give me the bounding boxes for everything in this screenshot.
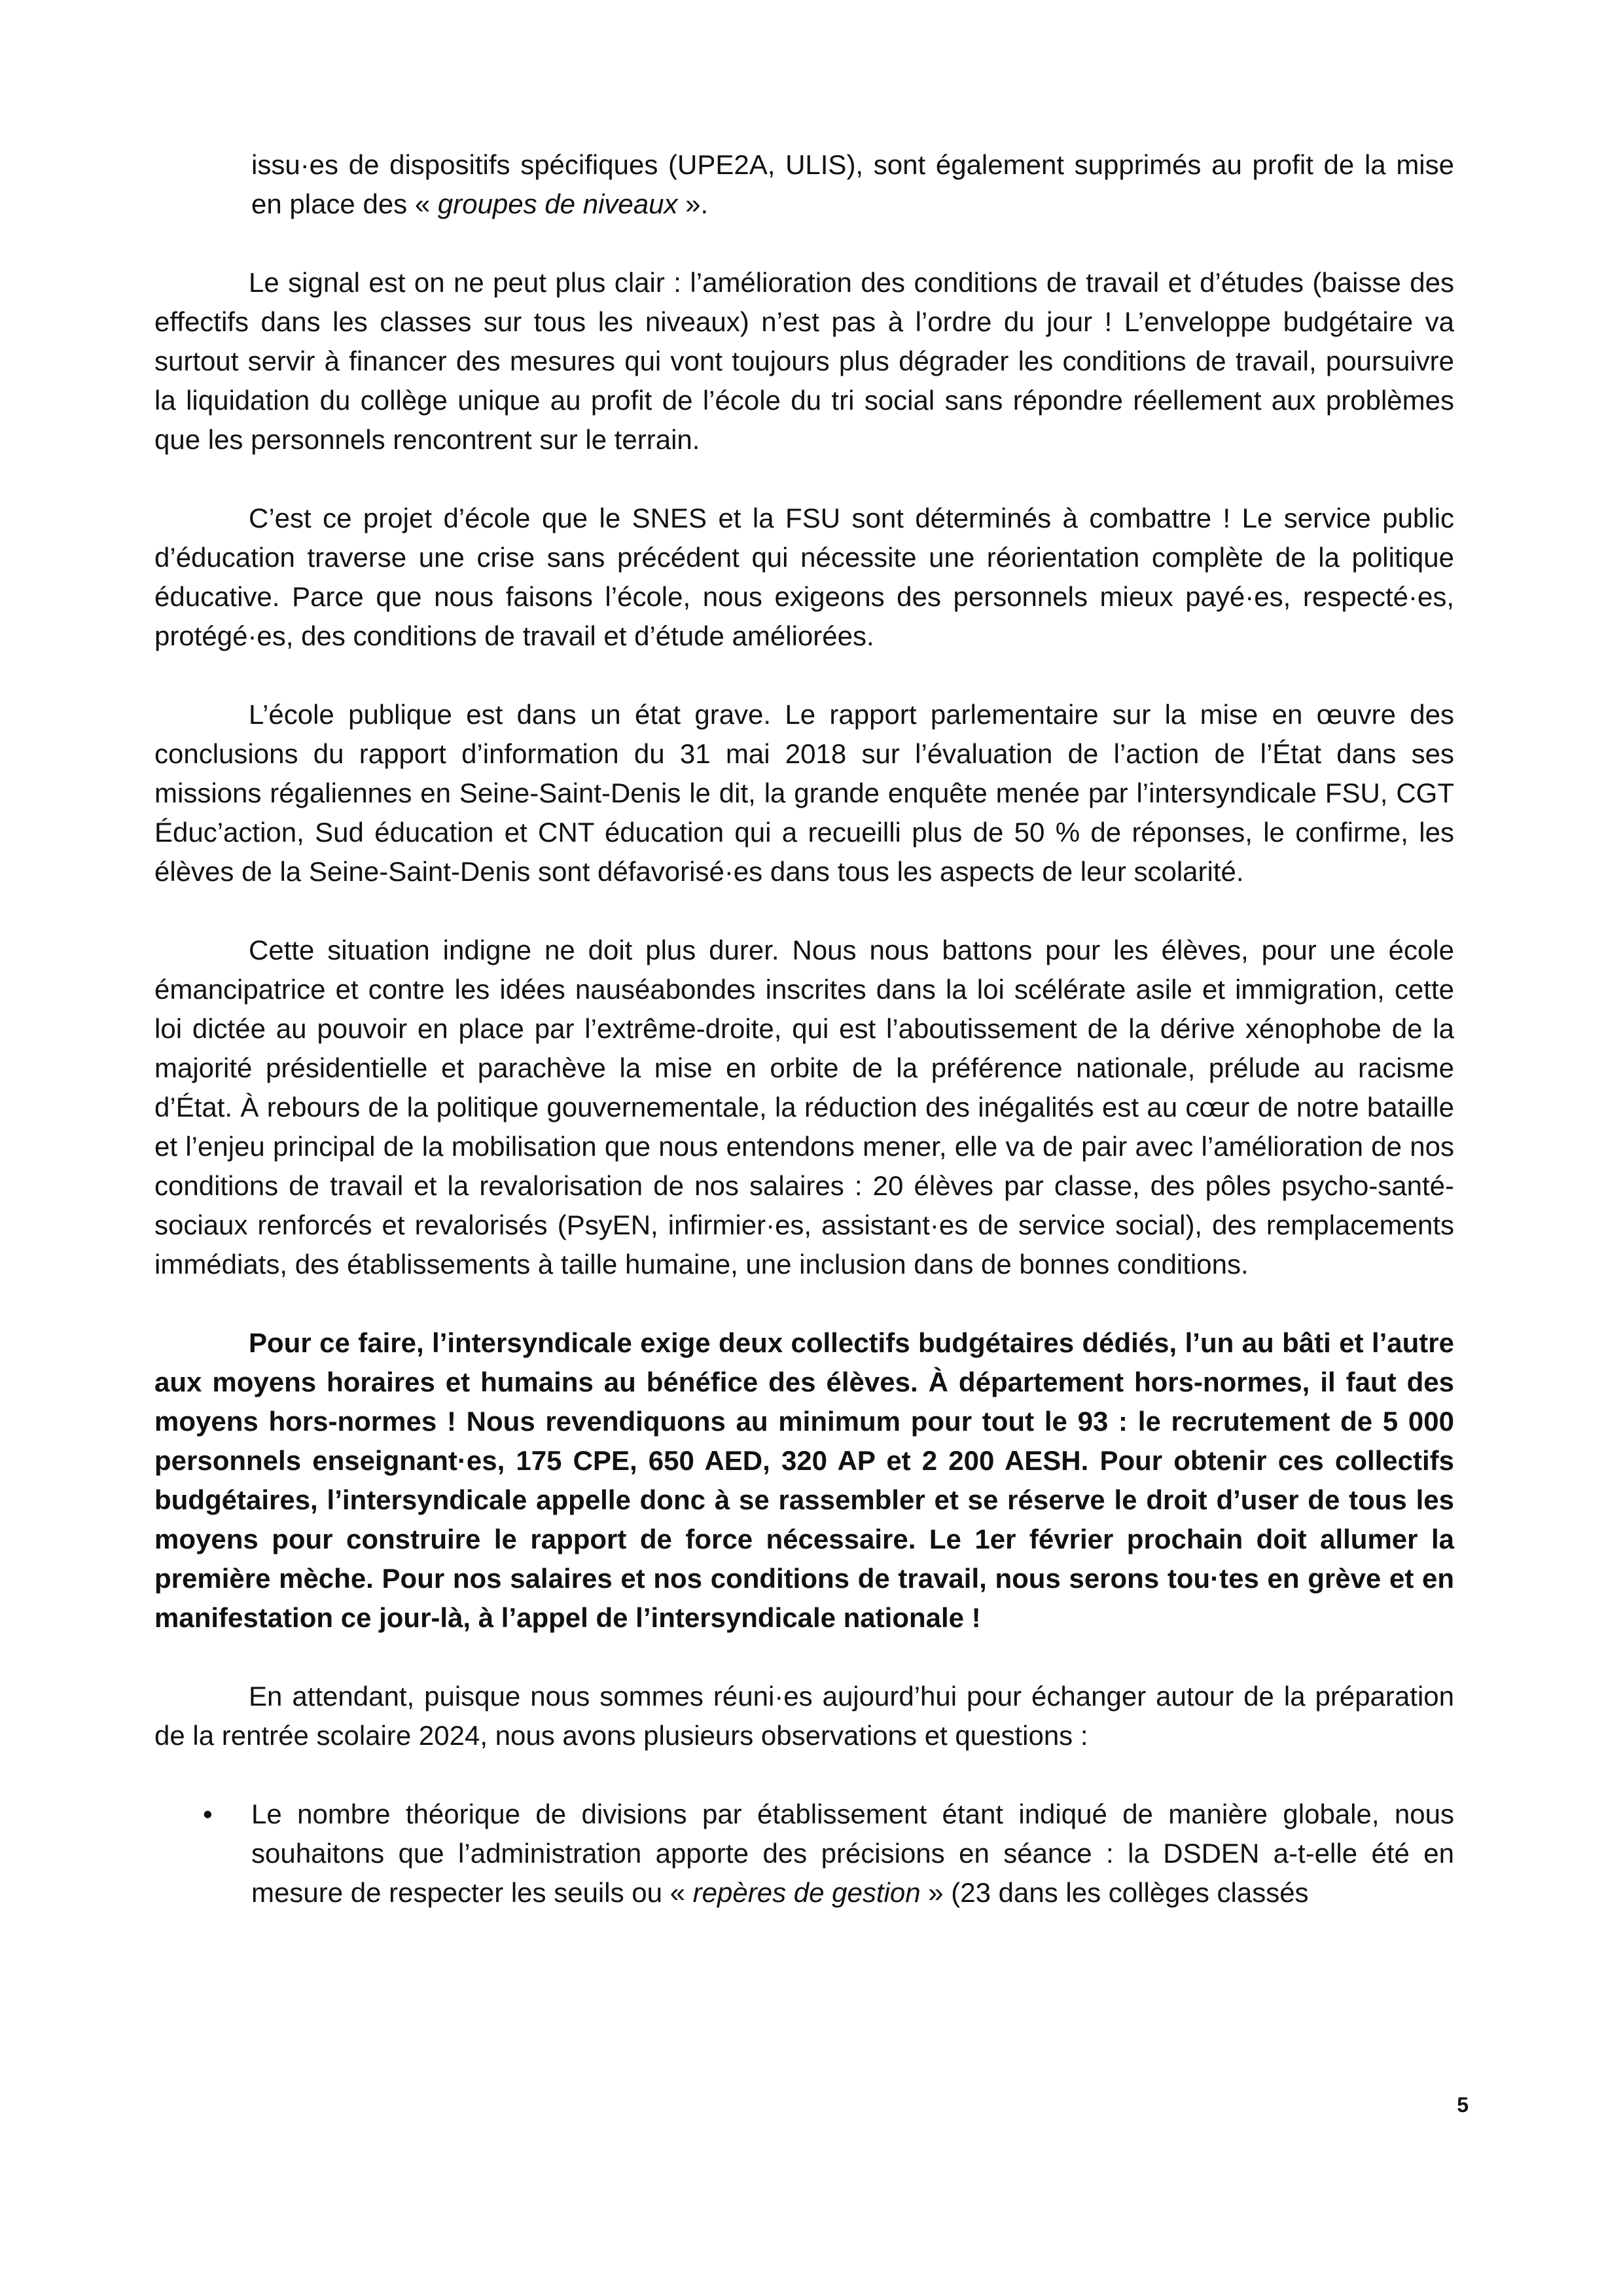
bullet-icon: • [203, 1799, 213, 1829]
text-segment: Le nombre théorique de divisions par établissement étant indiqué de manière globale, nous souhaitons que l’administration apporte des précisions en séance : la DSDEN a-t-elle été en mesure de respecter les seuils ou « [251, 1799, 1454, 1908]
text-segment: ». [677, 188, 709, 219]
italic-term: repères de gestion [692, 1877, 921, 1908]
paragraph-en-attendant: En attendant, puisque nous sommes réuni·es aujourd’hui pour échanger autour de la préparation de la rentrée scolaire 2024, nous avons plusieurs observations et questions : [154, 1681, 1454, 1751]
list-item [154, 1795, 1454, 1912]
document-body [154, 145, 1454, 1912]
paragraph-revendications: Pour ce faire, l’intersyndicale exige deux collectifs budgétaires dédiés, l’un au bâti et l’autre aux moyens horaires et humains au bénéfice des élèves. À département hors-normes, il faut des moyens hors-normes ! Nous revendiquons au minimum pour tout le 93 : le recrutement de 5 000 personnels enseignant·es, 175 CPE, 650 AED, 320 AP et 2 200 AESH. Pour obtenir ces collectifs budgétaires, l’intersyndicale appelle donc à se rassembler et se réserve le droit d’user de tous les moyens pour construire le rapport de force nécessaire. Le 1er février prochain doit allumer la première mèche. Pour nos salaires et nos conditions de travail, nous serons tou·tes en grève et en manifestation ce jour-là, à l’appel de l’intersyndicale nationale ! [154, 1327, 1454, 1633]
paragraph-etat-grave: L’école publique est dans un état grave. Le rapport parlementaire sur la mise en œuvre des conclusions du rapport d’information du 31 mai 2018 sur l’évaluation de l’action de l’État dans ses missions régaliennes en Seine-Saint-Denis le dit, la grande enquête menée par l’intersyndicale FSU, CGT Éduc’action, Sud éducation et CNT éducation qui a recueilli plus de 50 % de réponses, le confirme, les élèves de la Seine-Saint-Denis sont défavorisé·es dans tous les aspects de leur scolarité. [154, 699, 1454, 887]
paragraph-signal: Le signal est on ne peut plus clair : l’amélioration des conditions de travail et d’études (baisse des effectifs dans les classes sur tous les niveaux) n’est pas à l’ordre du jour ! L’enveloppe budgétaire va surtout servir à financer des mesures qui vont toujours plus dégrader les conditions de travail, poursuivre la liquidation du collège unique au profit de l’école du tri social sans répondre réellement aux problèmes que les personnels rencontrent sur le terrain. [154, 267, 1454, 455]
page-number: 5 [1457, 2093, 1469, 2117]
paragraph-projet-ecole: C’est ce projet d’école que le SNES et la FSU sont déterminés à combattre ! Le service public d’éducation traverse une crise sans précédent qui nécessite une réorientation complète de la politique éducative. Parce que nous faisons l’école, nous exigeons des personnels mieux payé·es, respecté·es, protégé·es, des conditions de travail et d’étude améliorées. [154, 503, 1454, 651]
paragraph-situation-indigne: Cette situation indigne ne doit plus durer. Nous nous battons pour les élèves, pour une école émancipatrice et contre les idées nauséabondes inscrites dans la loi scélérate asile et immigration, cette loi dictée au pouvoir en place par l’extrême-droite, qui est l’aboutissement de la dérive xénophobe de la majorité présidentielle et parachève la mise en orbite de la préférence nationale, prélude au racisme d’État. À rebours de la politique gouvernementale, la réduction des inégalités est au cœur de notre bataille et l’enjeu principal de la mobilisation que nous entendons mener, elle va de pair avec l’amélioration de nos conditions de travail et la revalorisation de nos salaires : 20 élèves par classe, des pôles psycho-santé-sociaux renforcés et revalorisés (PsyEN, infirmier·es, assistant·es de service social), des remplacements immédiats, des établissements à taille humaine, une inclusion dans de bonnes conditions. [154, 935, 1454, 1280]
text-segment: issu·es de dispositifs spécifiques (UPE2A, ULIS), sont également supprimés au profit de la mise en place des « [251, 149, 1454, 219]
italic-term: groupes de niveaux [437, 188, 678, 219]
paragraph-continuation [154, 145, 1454, 224]
text-segment: » (23 dans les collèges classés [920, 1877, 1309, 1908]
